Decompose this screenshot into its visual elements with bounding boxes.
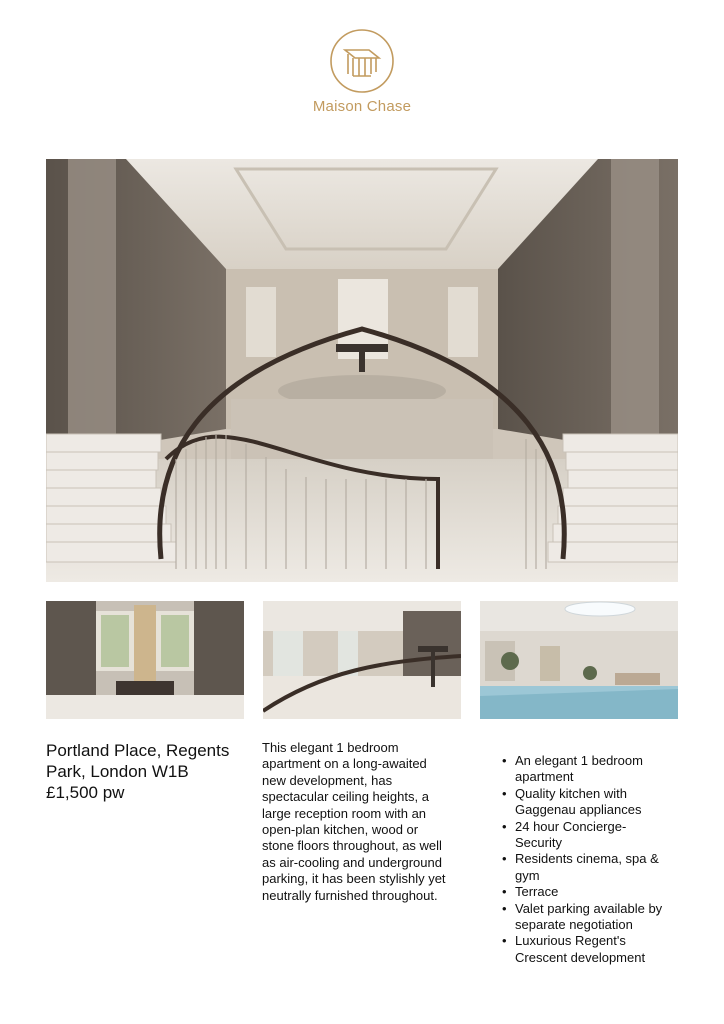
reception-staircase-photo bbox=[263, 601, 461, 719]
feature-item bbox=[500, 819, 695, 852]
feature-item bbox=[500, 753, 695, 786]
feature-text: • Residents cinema, spa & bbox=[515, 851, 659, 867]
address-line-2: Park, London W1B bbox=[46, 762, 189, 781]
feature-item bbox=[500, 901, 695, 934]
feature-text: Gaggenau appliances bbox=[515, 802, 642, 818]
property-heading bbox=[46, 740, 251, 803]
description-line: apartment on a long-awaited bbox=[262, 756, 427, 772]
description-line: stone floors throughout, as well bbox=[262, 838, 442, 854]
feature-text: • Luxurious Regent's bbox=[515, 933, 626, 949]
feature-text: • An elegant 1 bedroom bbox=[515, 753, 643, 768]
description-line: new development, has bbox=[262, 772, 393, 788]
description-line: open-plan kitchen, wood or bbox=[262, 822, 419, 838]
description-line: neutrally furnished throughout. bbox=[262, 887, 438, 903]
feature-item bbox=[500, 786, 695, 819]
feature-text: Crescent development bbox=[515, 949, 646, 965]
description-line: as air-cooling and underground bbox=[262, 854, 442, 870]
feature-text: • Quality kitchen with bbox=[515, 785, 627, 801]
description-line: spectacular ceiling heights, a bbox=[262, 789, 429, 805]
feature-text: separate negotiation bbox=[515, 917, 633, 933]
feature-text: gym bbox=[515, 867, 540, 883]
maison-chase-emblem-icon bbox=[329, 28, 395, 94]
property-description bbox=[262, 740, 467, 904]
features-list bbox=[500, 753, 695, 966]
feature-text: • 24 hour Concierge- bbox=[515, 818, 627, 834]
feature-text: apartment bbox=[515, 769, 574, 785]
brand-logo bbox=[300, 28, 424, 128]
address-line-1: Portland Place, Regents bbox=[46, 741, 230, 760]
price: £1,500 pw bbox=[46, 783, 125, 802]
hero-photo bbox=[46, 159, 678, 582]
feature-text: Security bbox=[515, 835, 562, 851]
description-line: large reception room with an bbox=[262, 805, 427, 821]
description-line: parking, it has been stylishly yet bbox=[262, 871, 446, 887]
lobby-photo bbox=[46, 601, 244, 719]
feature-item bbox=[500, 884, 695, 900]
brand-name: Maison Chase bbox=[312, 98, 412, 115]
feature-text: • Valet parking available by bbox=[515, 900, 663, 916]
feature-item bbox=[500, 933, 695, 966]
feature-text: • Terrace bbox=[515, 884, 559, 900]
description-line: This elegant 1 bedroom bbox=[262, 740, 399, 755]
swimming-pool-photo bbox=[480, 601, 678, 719]
feature-item bbox=[500, 851, 695, 884]
